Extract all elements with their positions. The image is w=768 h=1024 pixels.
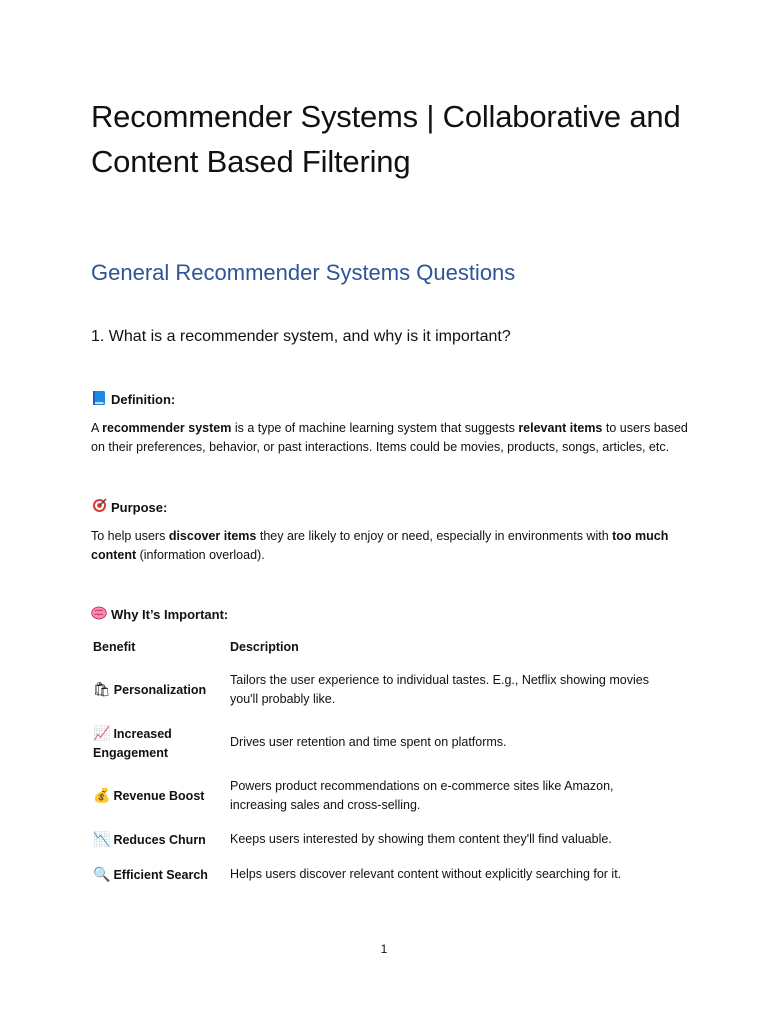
importance-label-row	[91, 606, 228, 624]
page-number: 1	[380, 942, 388, 956]
definition-part: is a type of machine learning system that suggests	[231, 421, 519, 435]
description-cell: Powers product recommendations on e-commerce sites like Amazon, increasing sales and cross-selling.	[230, 779, 614, 812]
benefit-cell: Revenue Boost	[113, 789, 205, 803]
purpose-paragraph	[91, 527, 691, 565]
chart-up-icon: 📈	[93, 725, 111, 741]
description-cell: Keeps users interested by showing them content they'll find valuable.	[230, 832, 612, 846]
purpose-part: they are likely to enjoy or need, especially in environments with	[256, 529, 613, 543]
benefit-cell: Personalization	[113, 683, 207, 697]
description-cell: Helps users discover relevant content without explicitly searching for it.	[230, 867, 622, 881]
definition-paragraph	[91, 419, 691, 457]
purpose-part: To help users	[91, 529, 169, 543]
section-heading: General Recommender Systems Questions	[91, 260, 516, 285]
table-header-benefit: Benefit	[93, 640, 136, 654]
definition-part: recommender system	[102, 421, 232, 435]
description-cell: Tailors the user experience to individual tastes. E.g., Netflix showing movies you'll probably like.	[230, 673, 649, 706]
purpose-part: (information overload).	[136, 548, 265, 562]
definition-part: A	[91, 421, 103, 435]
definition-label: Definition:	[111, 392, 176, 407]
definition-label-row	[91, 390, 175, 410]
definition-part: relevant items	[518, 421, 603, 435]
document-title: Recommender Systems | Collaborative and Content Based Filtering	[91, 99, 681, 179]
chart-down-icon: 📉	[93, 831, 111, 847]
purpose-label: Purpose:	[111, 499, 168, 515]
benefit-cell: Reduces Churn	[113, 833, 206, 847]
purpose-part: discover items	[168, 529, 257, 543]
magnifier-icon: 🔍	[93, 866, 111, 882]
brain-icon	[91, 606, 107, 624]
benefit-cell: Increased Engagement	[93, 727, 172, 760]
shopping-bags-icon: 🛍	[93, 681, 111, 697]
book-icon	[91, 390, 107, 410]
money-bag-icon: 💰	[93, 787, 111, 803]
purpose-part: too much content	[91, 529, 669, 562]
table-header-description: Description	[230, 640, 299, 654]
description-cell: Drives user retention and time spent on platforms.	[230, 735, 507, 749]
purpose-label-row	[91, 498, 167, 517]
target-icon	[91, 498, 107, 517]
definition-part: to users based on their preferences, behavior, or past interactions. Items could be movies, products, songs, articles, etc.	[91, 421, 688, 454]
importance-label: Why It’s Important:	[111, 607, 229, 622]
question-heading: 1. What is a recommender system, and why is it important?	[91, 328, 511, 345]
benefit-cell: Efficient Search	[113, 868, 208, 882]
